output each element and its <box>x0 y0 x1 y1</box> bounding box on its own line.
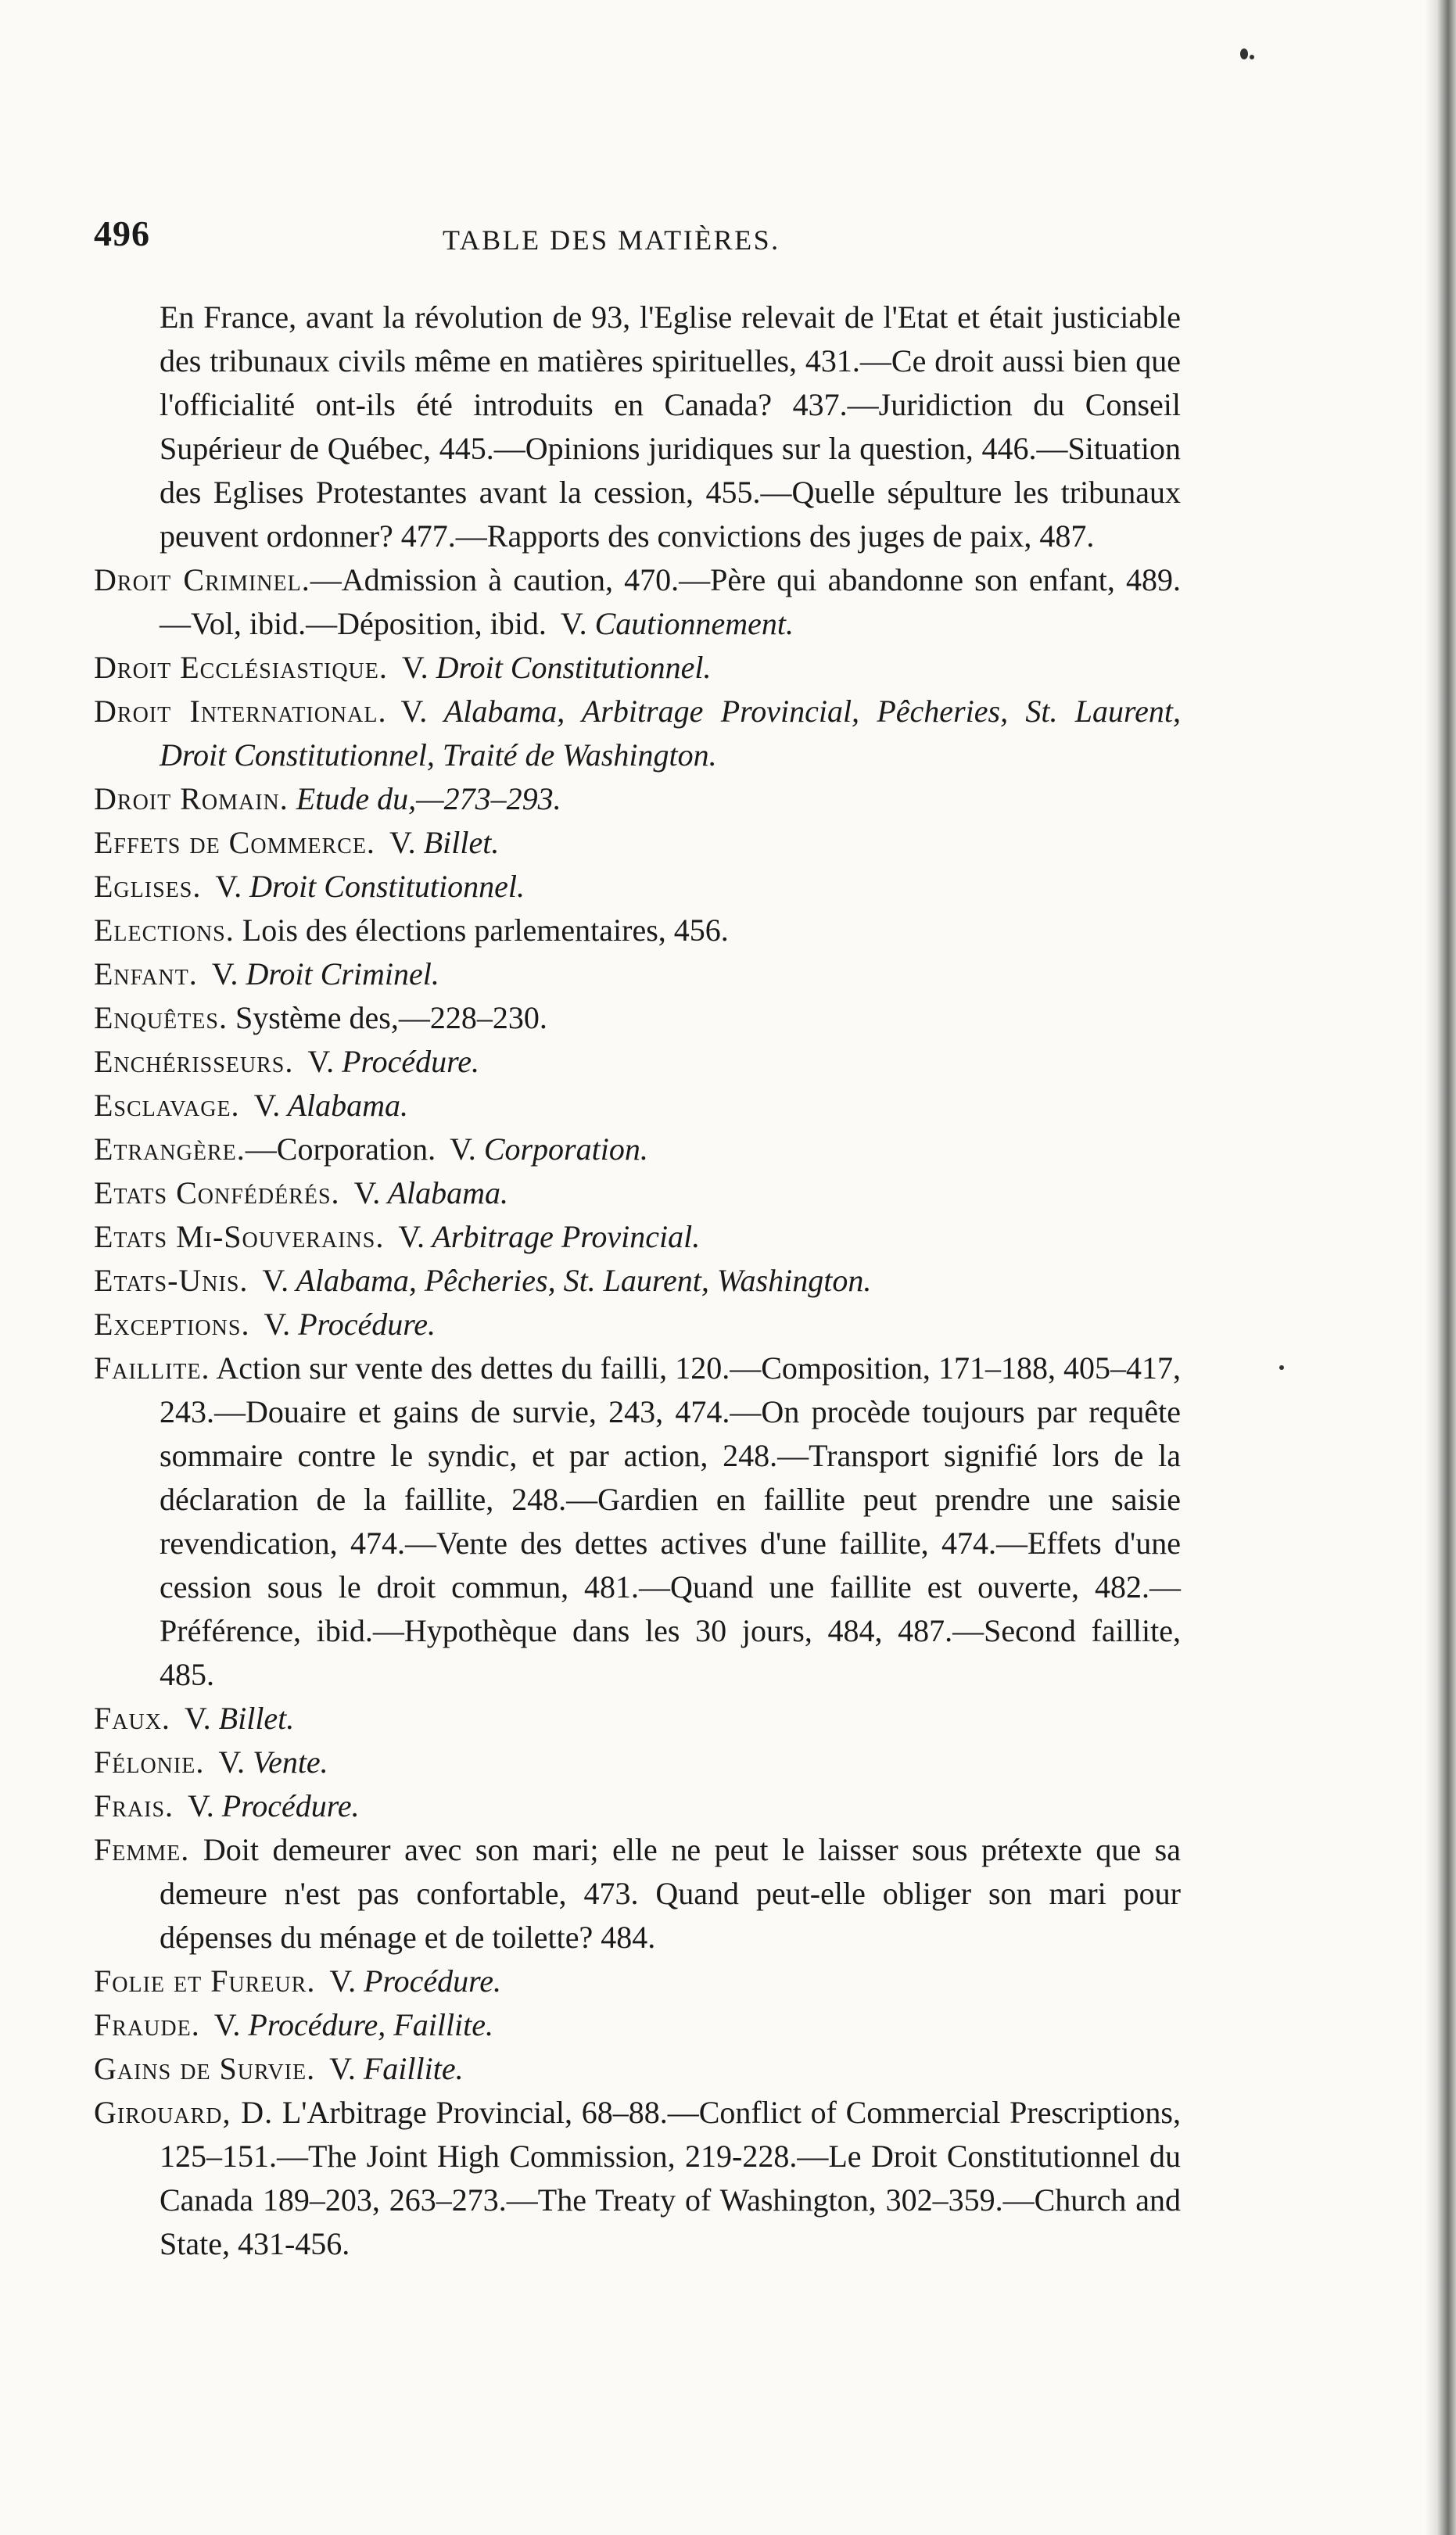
entry-term: Faillite. <box>94 1350 210 1386</box>
see-also-marker: V. <box>264 1307 291 1342</box>
index-entry <box>94 558 1181 646</box>
see-also-marker: V. <box>400 694 428 729</box>
entry-reference: Procédure. <box>290 1307 436 1342</box>
entry-term: Gains de Survie. <box>94 2051 316 2086</box>
continued-paragraph: En France, avant la révolution de 93, l'Eglise relevait de l'Etat et était justiciable des tribunaux civils même en matières spirituelles, 431.—Ce droit aussi bien que l'officialité ont-ils été introduits en Canada? 437.—Juridiction du Conseil Supérieur de Québec, 445.—Opinions juridiques sur la question, 446.—Situation des Eglises Protestantes avant la cession, 455.—Quelle sépulture les tribunaux peuvent ordonner? 477.—Rapports des convictions des juges de paix, 487. <box>160 299 1181 554</box>
index-entry <box>94 646 1181 690</box>
index-entry <box>94 690 1181 777</box>
entry-term: Enfant. <box>94 956 198 991</box>
index-entry <box>94 2091 1181 2266</box>
entry-term: Exceptions. <box>94 1307 250 1342</box>
see-also-marker: V. <box>398 1219 425 1254</box>
see-also-marker: V. <box>213 2007 241 2042</box>
entry-reference: Alabama. <box>280 1088 409 1123</box>
see-also-marker: V. <box>389 825 416 860</box>
see-also-marker: V. <box>253 1088 281 1123</box>
entry-reference: Alabama. <box>380 1175 509 1210</box>
page-edge-shadow <box>1425 0 1456 2535</box>
see-also-marker: V. <box>450 1131 476 1167</box>
index-entry <box>94 909 1181 952</box>
entry-term: Félonie. <box>94 1744 205 1780</box>
entry-reference: Vente. <box>245 1744 328 1780</box>
entry-term: Etrangère. <box>94 1131 246 1167</box>
index-entry <box>94 1171 1181 1215</box>
index-entry <box>94 1697 1181 1741</box>
entry-term: Enquêtes. <box>94 1000 228 1035</box>
entry-term: Fraude. <box>94 2007 200 2042</box>
index-entry <box>94 1741 1181 1784</box>
entry-term: Girouard, D. <box>94 2095 274 2130</box>
entry-term: Frais. <box>94 1788 174 1823</box>
entry-term: Faux. <box>94 1701 170 1736</box>
entry-reference: Corporation. <box>475 1131 648 1167</box>
entry-term: Elections. <box>94 913 235 948</box>
index-entry <box>94 1346 1181 1697</box>
see-also-marker: V. <box>215 869 242 904</box>
entry-text: —Corporation. <box>245 1131 436 1167</box>
index-entry <box>94 1084 1181 1128</box>
see-also-marker: V. <box>329 2051 356 2086</box>
index-entry <box>94 1128 1181 1171</box>
index-entry <box>94 996 1181 1040</box>
entry-reference: Procédure, Faillite. <box>240 2007 494 2042</box>
entry-reference: Cautionnement. <box>586 606 794 641</box>
entry-reference: Billet. <box>210 1701 295 1736</box>
index-entry <box>94 1828 1181 1960</box>
entry-text: Lois des élections parlementaires, 456. <box>234 913 729 948</box>
entry-term: Etats Confédérés. <box>94 1175 340 1210</box>
index-entry <box>94 865 1181 909</box>
see-also-marker: V. <box>307 1044 335 1079</box>
ink-speck <box>1279 1365 1284 1370</box>
entry-reference: Alabama, Arbitrage Provincial, Pêcheries, St. Laurent, Droit Constitutionnel, Traité de Washington. <box>160 694 1181 773</box>
entry-reference: Billet. <box>415 825 500 860</box>
entry-term: Droit Ecclésiastique. <box>94 650 388 685</box>
entry-term: Eglises. <box>94 869 202 904</box>
page-number: 496 <box>94 213 150 253</box>
index-entry <box>94 1960 1181 2003</box>
entry-reference: Droit Constitutionnel. <box>428 650 712 685</box>
entry-text: —Admission à caution, 470.—Père qui abandonne son enfant, 489.—Vol, ibid.—Déposition, ibid. <box>160 562 1181 641</box>
entry-term: Droit Criminel. <box>94 562 310 597</box>
entry-text: L'Arbitrage Provincial, 68–88.—Conflict of Commercial Prescriptions, 125–151.—The Joint High Commission, 219-228.—Le Droit Constitutionnel du Canada 189–203, 263–273.—The Treaty of Washington, 302–359.—Church and State, 431-456. <box>160 2095 1182 2261</box>
ink-speck <box>1240 48 1248 59</box>
entry-term: Droit International. <box>94 694 387 729</box>
entry-text: Système des,—228–230. <box>227 1000 547 1035</box>
index-entry <box>94 821 1181 865</box>
entry-term: Effets de Commerce. <box>94 825 375 860</box>
see-also-marker: V. <box>211 956 238 991</box>
entry-term: Etats-Unis. <box>94 1263 249 1298</box>
entry-reference: Alabama, Pêcheries, St. Laurent, Washington. <box>289 1263 872 1298</box>
entry-term: Esclavage. <box>94 1088 240 1123</box>
entry-reference: Procédure. <box>356 1963 501 1999</box>
ink-speck <box>1250 55 1254 59</box>
index-entry <box>94 1303 1181 1346</box>
entry-reference: Procédure. <box>334 1044 479 1079</box>
index-entry <box>94 1215 1181 1259</box>
entry-reference: Etude du,—273–293. <box>288 781 561 816</box>
index-entry <box>94 952 1181 996</box>
see-also-marker: V. <box>329 1963 357 1999</box>
index-entry <box>94 777 1181 821</box>
see-also-marker: V. <box>401 650 429 685</box>
see-also-marker: V. <box>560 606 587 641</box>
entry-term: Femme. <box>94 1832 190 1867</box>
entry-text: Doit demeurer avec son mari; elle ne peut le laisser sous prétexte que sa demeure n'est pas confortable, 473. Quand peut-elle obliger son mari pour dépenses du ménage et de toilette? 484. <box>160 1832 1181 1955</box>
index-entry <box>94 1040 1181 1084</box>
index-entries <box>94 558 1181 2266</box>
entry-term: Etats Mi-Souverains. <box>94 1219 385 1254</box>
see-also-marker: V. <box>184 1701 211 1736</box>
running-title: TABLE DES MATIÈRES. <box>443 224 780 256</box>
entry-reference: Procédure. <box>213 1788 360 1823</box>
entry-text: Action sur vente des dettes du failli, 120.—Composition, 171–188, 405–417, 243.—Douaire et gains de survie, 243, 474.—On procède toujours par requête sommaire contre le syndic, et par action, 248.—Transport signifié lors de la déclaration de la faillite, 248.—Gardien en faillite peut prendre une saisie revendication, 474.—Vente des dettes actives d'une faillite, 474.—Effets d'une cession sous le droit commun, 481.—Quand une faillite est ouverte, 482.—Préférence, ibid.—Hypothèque dans les 30 jours, 484, 487.—Second faillite, 485. <box>160 1350 1181 1692</box>
index-entry <box>94 2003 1181 2047</box>
index-entry <box>94 1259 1181 1303</box>
index-content <box>94 296 1181 2266</box>
see-also-marker: V. <box>353 1175 381 1210</box>
index-entry <box>94 2047 1181 2091</box>
entry-reference: Droit Criminel. <box>238 956 439 991</box>
entry-reference: Droit Constitutionnel. <box>242 869 525 904</box>
entry-term: Droit Romain. <box>94 781 289 816</box>
index-entry <box>94 1784 1181 1828</box>
see-also-marker: V. <box>262 1263 289 1298</box>
entry-term: Folie et Fureur. <box>94 1963 316 1999</box>
see-also-marker: V. <box>188 1788 214 1823</box>
entry-reference: Faillite. <box>355 2051 464 2086</box>
entry-term: Enchérisseurs. <box>94 1044 294 1079</box>
see-also-marker: V. <box>218 1744 246 1780</box>
entry-reference: Arbitrage Provincial. <box>425 1219 701 1254</box>
